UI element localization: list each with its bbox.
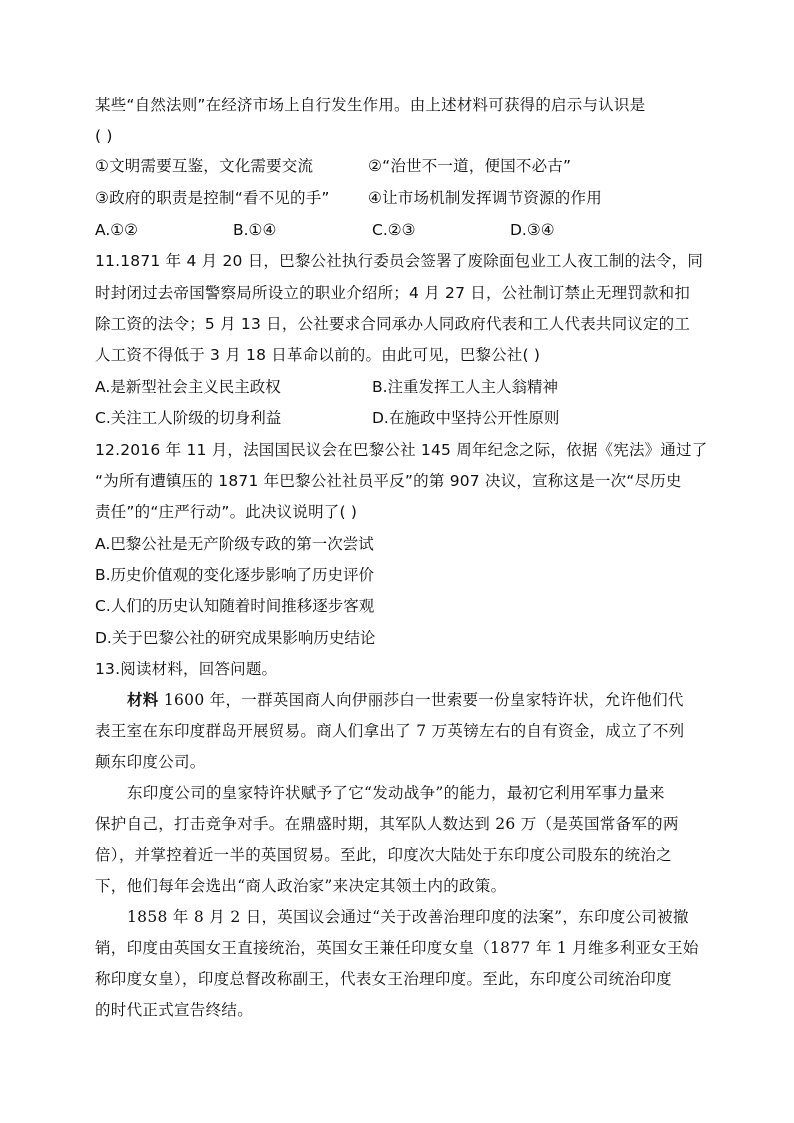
q13-para1-line-1: [127, 690, 684, 710]
q11-option-b: B.注重发挥工人主人翁精神: [372, 378, 559, 396]
q13-para2-line-3: 倍），并掌控着近一半的英国贸易。至此，印度次大陆处于东印度公司股东的统治之: [95, 846, 672, 864]
q13-para3-line-2: 销，印度由英国女王直接统治，英国女王兼任印度女皇（1877 年 1 月维多利亚女王始: [95, 939, 699, 957]
q12-option-a: A.巴黎公社是无产阶级专政的第一次尝试: [95, 535, 374, 553]
q12-stem-line-2: “为所有遭镇压的 1871 年巴黎公社社员平反”的第 907 决议，宣称这是一次“尽历史: [95, 472, 682, 490]
q10-option-a: A.①②: [95, 221, 139, 239]
q10-option-b: B.①④: [233, 221, 277, 239]
q10-statement-1: ①文明需要互鉴，文化需要交流: [95, 157, 314, 175]
q13-para2-line-4: 下，他们每年会选出“商人政治家”来决定其领土内的政策。: [95, 877, 507, 895]
q13-para2-line-2: 保护自己，打击竞争对手。在鼎盛时期，其军队人数达到 26 万（是英国常备军的两: [95, 815, 679, 833]
q13-material-label: 材料: [127, 690, 159, 709]
q13-stem: 13.阅读材料，回答问题。: [95, 660, 278, 678]
q12-option-d: D.关于巴黎公社的研究成果影响历史结论: [95, 629, 376, 647]
q13-para2-line-1: 东印度公司的皇家特许状赋予了它“发动战争”的能力，最初它利用军事力量来: [127, 784, 665, 802]
q11-option-d: D.在施政中坚持公开性原则: [372, 409, 560, 427]
q13-para3-line-3: 称印度女皇），印度总督改称副王，代表女王治理印度。至此，东印度公司统治印度: [95, 970, 672, 988]
q11-stem-line-1: 11.1871 年 4 月 20 日，巴黎公社执行委员会签署了废除面包业工人夜工制的法令，同: [95, 252, 704, 270]
q13-para1-line-1-text: 1600 年，一群英国商人向伊丽莎白一世索要一份皇家特许状，允许他们代: [158, 691, 684, 709]
q10-answer-blank: ( ): [95, 127, 113, 145]
q11-option-c: C.关注工人阶级的切身利益: [95, 409, 282, 427]
q11-stem-line-2: 时封闭过去帝国警察局所设立的职业介绍所；4 月 27 日，公社制订禁止无理罚款和扣: [95, 284, 691, 302]
q11-option-a: A.是新型社会主义民主政权: [95, 378, 281, 396]
q12-stem-line-1: 12.2016 年 11 月，法国国民议会在巴黎公社 145 周年纪念之际，依据《宪法》通过了: [95, 441, 708, 459]
q13-para3-line-1: 1858 年 8 月 2 日，英国议会通过“关于改善治理印度的法案”，东印度公司被撤: [127, 908, 689, 926]
q13-para1-line-3: 颠东印度公司。: [95, 753, 206, 771]
q10-statement-2: ②“治世不一道，便国不必古”: [368, 157, 572, 175]
q10-statement-3: ③政府的职责是控制“看不见的手”: [95, 189, 330, 207]
q12-option-c: C.人们的历史认知随着时间推移逐步客观: [95, 597, 375, 615]
q13-para1-line-2: 表王室在东印度群岛开展贸易。商人们拿出了 7 万英镑左右的自有资金，成立了不列: [95, 722, 685, 740]
q12-stem-line-3: 责任”的“庄严行动”。此决议说明了( ): [95, 503, 358, 521]
q10-statement-4: ④让市场机制发挥调节资源的作用: [368, 189, 602, 207]
q12-option-b: B.历史价值观的变化逐步影响了历史评价: [95, 566, 375, 584]
q10-option-c: C.②③: [372, 221, 416, 239]
q10-stem-tail: 某些“自然法则”在经济市场上自行发生作用。由上述材料可获得的启示与认识是: [95, 96, 646, 114]
q11-stem-line-4: 人工资不得低于 3 月 18 日革命以前的。由此可见，巴黎公社( ): [95, 346, 541, 364]
q13-para3-line-4: 的时代正式宣告终结。: [95, 1001, 254, 1019]
q10-option-d: D.③④: [510, 221, 555, 239]
q11-stem-line-3: 除工资的法令；5 月 13 日，公社要求合同承办人同政府代表和工人代表共同议定的工: [95, 315, 691, 333]
